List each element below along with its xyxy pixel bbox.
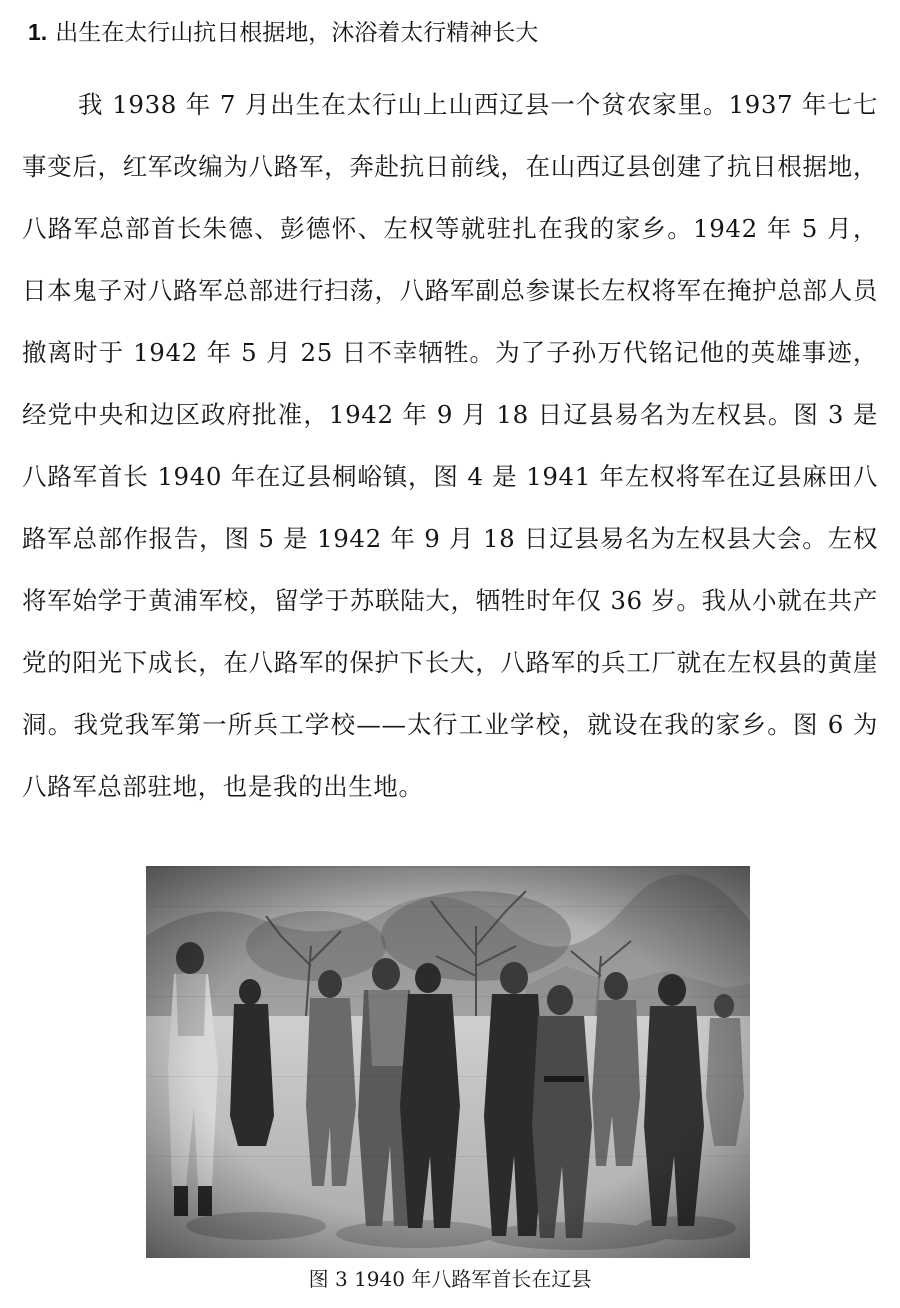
figure-caption: 图 3 1940 年八路军首长在辽县 bbox=[308, 1267, 592, 1291]
section-heading bbox=[28, 14, 538, 51]
section-number: 1. bbox=[28, 19, 48, 45]
body-paragraph: 我 1938 年 7 月出生在太行山上山西辽县一个贫农家里。1937 年七七事变后，红军改编为八路军，奔赴抗日前线，在山西辽县创建了抗日根据地，八路军总部首长朱德、彭德怀、左权等就驻扎在我的家乡。1942 年 5 月，日本鬼子对八路军总部进行扫荡，八路军副总参谋长左权将军在掩护总部人员撤离时于 1942 年 5 月 25 日不幸牺牲。为了子孙万代铭记他的英雄事迹，经党中央和边区政府批准，1942 年 9 月 18 日辽县易名为左权县。图 3 是八路军首长 1940 年在辽县桐峪镇，图 4 是 1941 年左权将军在辽县麻田八路军总部作报告，图 5 是 1942 年 9 月 18 日辽县易名为左权县大会。左权将军始学于黄浦军校，留学于苏联陆大，牺牲时年仅 36 岁。我从小就在共产党的阳光下成长，在八路军的保护下长大，八路军的兵工厂就在左权县的黄崖洞。我党我军第一所兵工学校——太行工业学校，就设在我的家乡。图 6 为八路军总部驻地，也是我的出生地。 bbox=[22, 90, 878, 801]
historical-photo bbox=[146, 866, 750, 1258]
section-title: 出生在太行山抗日根据地，沐浴着太行精神长大 bbox=[55, 20, 539, 46]
